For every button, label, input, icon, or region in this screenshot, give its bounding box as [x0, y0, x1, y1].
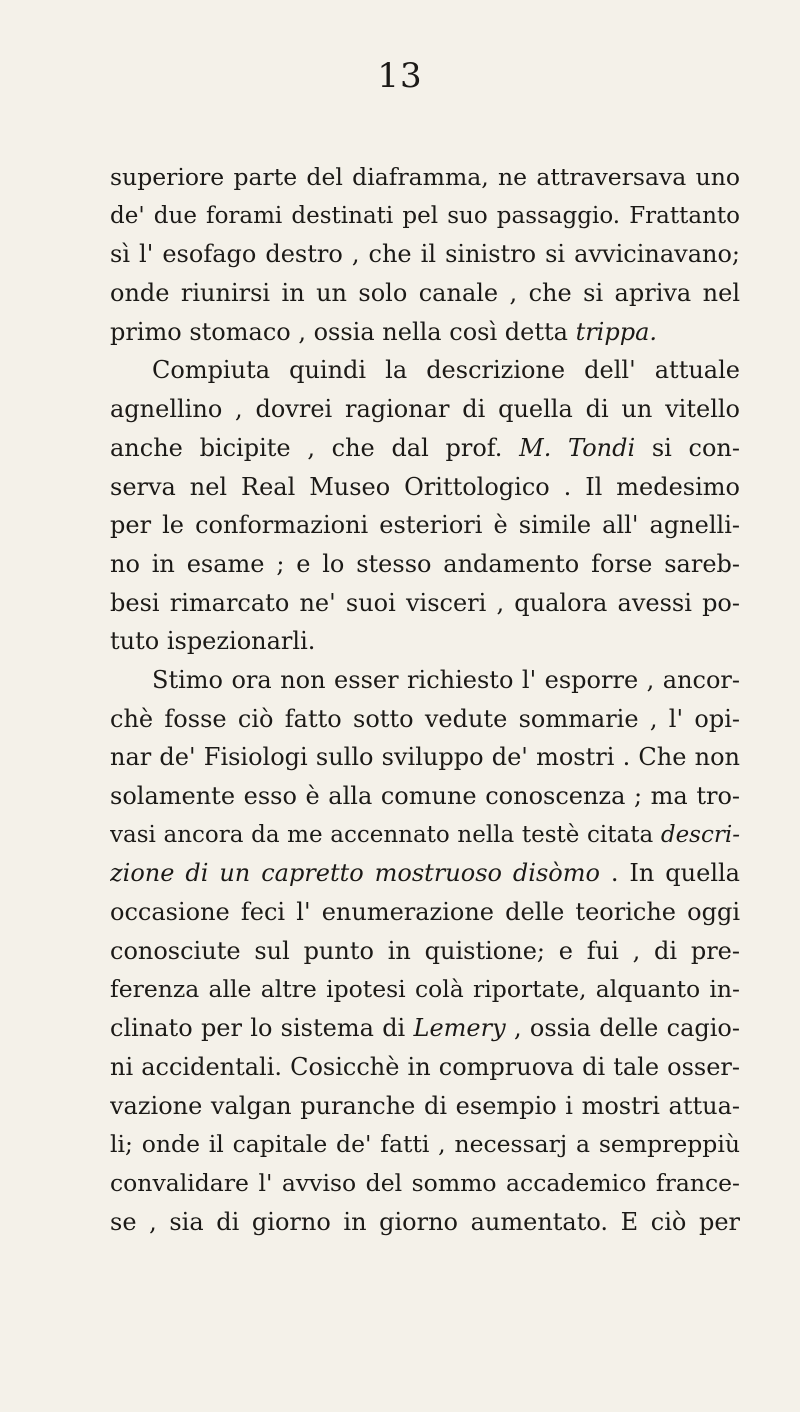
text-line: onde riunirsi in un solo canale , che si apriva nel: [110, 279, 740, 308]
text-line: convalidare l' avviso del sommo accademico france-: [110, 1168, 740, 1197]
text-line: tuto ispezionarli.: [110, 627, 316, 656]
text-line: superiore parte del diaframma, ne attraversava uno: [110, 163, 740, 191]
text-line: ni accidentali. Cosicchè in compruova di tale osser-: [110, 1052, 740, 1081]
text-line: [110, 1009, 740, 1048]
text-run: anche bicipite , che dal prof.: [110, 433, 520, 462]
text-line: Compiuta quindi la descrizione dell' attuale: [152, 356, 740, 385]
text-line: li; onde il capitale de' fatti , necessarj a sempreppiù: [110, 1130, 740, 1159]
text-line: serva nel Real Museo Orittologico . Il medesimo: [110, 472, 740, 501]
text-line: de' due forami destinati pel suo passaggio. Frattanto: [110, 202, 740, 229]
text-line: chè fosse ciò fatto sotto vedute sommarie , l' opi-: [110, 704, 740, 733]
text-line: [110, 816, 740, 855]
text-line: [110, 854, 740, 893]
text-run: vasi ancora da me accennato nella testè citata: [110, 821, 661, 848]
text-line: besi rimarcato ne' suoi visceri , qualora avessi po-: [110, 588, 740, 617]
text-line: nar de' Fisiologi sullo sviluppo de' mostri . Che non: [110, 743, 740, 772]
text-line: occasione feci l' enumerazione delle teoriche oggi: [110, 898, 740, 927]
italic-name: M. Tondi: [519, 433, 636, 462]
text-run: clinato per lo sistema di: [110, 1014, 414, 1043]
text-line: [110, 429, 740, 468]
text-run: primo stomaco , ossia nella così detta: [110, 317, 576, 346]
text-run: , ossia delle cagio-: [505, 1014, 740, 1043]
text-line: se , sia di giorno in giorno aumentato. E ciò per: [110, 1207, 740, 1236]
text-line: Stimo ora non esser richiesto l' esporre , ancor-: [152, 665, 740, 694]
text-run: . In quella: [599, 859, 740, 888]
italic-name: Lemery: [413, 1014, 506, 1043]
page-number: 13: [377, 56, 423, 96]
body-text: [110, 158, 740, 1241]
text-run: si con-: [635, 433, 740, 462]
text-line: per le conformazioni esteriori è simile all' agnelli-: [110, 511, 740, 540]
text-line: ferenza alle altre ipotesi colà riportate, alquanto in-: [110, 975, 740, 1004]
text-line: conosciute sul punto in quistione; e fui , di pre-: [110, 936, 740, 965]
text-line: sì l' esofago destro , che il sinistro si avvicinavano;: [110, 240, 740, 269]
text-line: agnellino , dovrei ragionar di quella di un vitello: [110, 395, 740, 424]
text-line: vazione valgan puranche di esempio i mostri attua-: [110, 1091, 740, 1120]
italic-title: descri-: [660, 821, 740, 848]
text-line: [110, 313, 740, 352]
text-line: no in esame ; e lo stesso andamento forse sareb-: [110, 549, 740, 578]
italic-title: zione di un capretto mostruoso disòmo: [110, 859, 600, 888]
text-line: solamente esso è alla comune conoscenza ; ma tro-: [110, 782, 740, 810]
italic-term: trippa.: [575, 317, 658, 346]
